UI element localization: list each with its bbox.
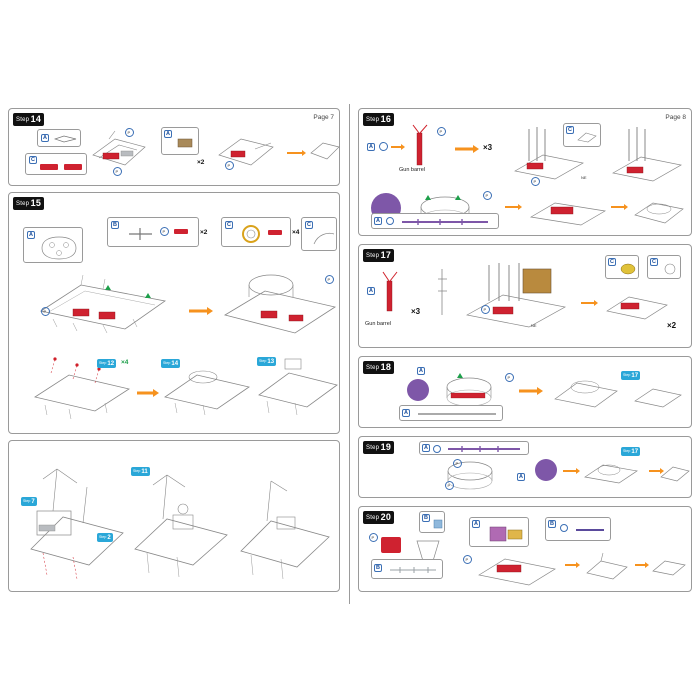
caption-gun-barrel: Gun barrel — [399, 167, 425, 173]
part-letter-c-2: C — [650, 258, 658, 266]
step-number: 20 — [380, 512, 392, 522]
marker-p-label: P — [115, 169, 119, 174]
panel-overview-bottom — [8, 440, 340, 592]
part-letter-c: C — [608, 258, 616, 266]
sub-step-number: 11 — [141, 468, 148, 475]
assembly-art-step14-c — [309, 135, 343, 165]
sub-step-word: Step — [623, 448, 631, 453]
marker-p-label: P — [371, 535, 375, 540]
step-number: 15 — [30, 198, 42, 208]
marker-p — [379, 142, 388, 151]
align-marker — [425, 195, 431, 200]
marker-p-label: P — [507, 375, 511, 380]
panel-step-16 — [358, 108, 692, 236]
part-art — [400, 218, 492, 226]
parts-box-c — [25, 153, 87, 175]
part-letter-b: B — [111, 221, 119, 229]
sub-step-number: 17 — [631, 448, 639, 455]
sub-step-tag-11 — [131, 467, 150, 476]
sub-step-word: Step — [99, 534, 107, 539]
parts-box-c — [221, 217, 291, 247]
hull-art-step15-b — [215, 259, 343, 343]
assembly-art-step20-b — [583, 549, 633, 587]
marker-p-label: P — [533, 179, 537, 184]
parts-box-a-strip — [399, 405, 503, 421]
parts-box-c-1 — [605, 255, 639, 279]
part-art — [126, 226, 156, 242]
sub-step-number: 13 — [267, 358, 275, 365]
part-art — [36, 234, 82, 262]
sub-step-tag-12 — [97, 359, 116, 368]
part-letter-c-2: C — [305, 221, 313, 229]
hull-art-step15 — [33, 267, 183, 341]
parts-box-b-2 — [371, 559, 443, 579]
part-art — [446, 445, 524, 453]
sub-step-number: 17 — [631, 372, 639, 379]
step-word: Step — [16, 200, 30, 207]
quantity-x2: ×2 — [667, 321, 677, 330]
red-part — [174, 229, 188, 234]
part-letter-a: A — [417, 367, 425, 375]
assembly-art-step16-row2c — [631, 191, 689, 231]
step-number: 16 — [380, 114, 392, 124]
part-art — [576, 130, 598, 144]
step-word: Step — [366, 514, 380, 521]
purple-disc-part — [407, 379, 429, 401]
parts-box-a — [23, 227, 83, 263]
sub-step-tag-14 — [161, 359, 180, 368]
align-marker — [457, 373, 463, 378]
step-tag-20 — [363, 511, 394, 524]
step-word: Step — [366, 116, 380, 123]
marker-p-label: P — [227, 163, 231, 168]
page-label-right: Page 8 — [665, 114, 686, 121]
part-art — [388, 565, 440, 575]
parts-box-c-2 — [301, 217, 337, 251]
sub-step-number: 14 — [171, 360, 179, 367]
ship-overview-art-1 — [23, 453, 133, 581]
panel-step-20 — [358, 506, 692, 592]
marker-p-label: P — [483, 307, 487, 312]
part-letter-a-2: A — [517, 473, 525, 481]
assembly-art-step20 — [475, 547, 561, 589]
part-letter-b-2: B — [374, 564, 382, 572]
ship-overview-art-3 — [235, 465, 335, 581]
marker-p-label: P — [447, 483, 451, 488]
red-part — [64, 164, 82, 170]
step-tag-17 — [363, 249, 394, 262]
quantity-x2: ×2 — [197, 159, 205, 166]
assembly-art-step17 — [459, 261, 577, 333]
sub-step-tag-2 — [97, 533, 113, 542]
part-art — [432, 518, 444, 530]
purple-disc-part — [535, 459, 557, 481]
part-letter-c: C — [225, 221, 233, 229]
sub-step-word: Step — [133, 468, 141, 473]
marker-p — [433, 445, 441, 453]
step-number: 17 — [380, 250, 392, 260]
marker-p-label: P — [439, 129, 443, 134]
part-letter-b-3: B — [548, 520, 556, 528]
marker-p-label: P — [455, 461, 459, 466]
ship-overview-art-2 — [129, 461, 235, 579]
step-number: 19 — [380, 442, 392, 452]
align-marker — [105, 285, 111, 290]
sub-step-word: Step — [163, 360, 171, 365]
part-letter-a: A — [367, 287, 375, 295]
sub-step-tag-13 — [257, 357, 276, 366]
quantity-x3: ×3 — [483, 143, 493, 152]
panel-step-19 — [358, 436, 692, 498]
part-letter-c: C — [566, 126, 574, 134]
gun-barrel-art — [379, 269, 401, 313]
sub-step-word: Step — [99, 360, 107, 365]
page-label-left: Page 7 — [313, 114, 334, 121]
sub-step-word: Step — [23, 498, 31, 503]
assembly-art-step19-b — [581, 453, 643, 491]
step-number: 14 — [30, 114, 42, 124]
part-art — [618, 262, 638, 276]
marker-p-label: P — [327, 277, 331, 282]
step-word: Step — [366, 364, 380, 371]
quantity-x2: ×2 — [200, 229, 208, 236]
part-letter-a: A — [374, 217, 382, 225]
part-art — [416, 411, 500, 417]
red-part — [268, 230, 282, 235]
step-tag-14 — [13, 113, 44, 126]
parts-box-a — [469, 517, 529, 547]
red-part — [40, 164, 58, 170]
part-letter-a-2: A — [164, 130, 172, 138]
part-letter-a: A — [422, 444, 430, 452]
parts-box-b-1 — [419, 511, 445, 533]
assembly-art-step18-b — [551, 369, 623, 415]
assembly-art-step16-row2b — [527, 191, 609, 231]
sub-step-number: 12 — [107, 360, 115, 367]
sub-step-number: 2 — [107, 534, 111, 541]
parts-box-a-2 — [161, 127, 199, 155]
parts-box-a-strip — [419, 441, 529, 455]
marker-p-label: P — [43, 309, 47, 314]
quantity-x4: ×4 — [292, 229, 300, 236]
part-art — [660, 262, 680, 276]
sub-step-word: Step — [259, 358, 267, 363]
part-letter-a: A — [472, 520, 480, 528]
align-marker — [145, 293, 151, 298]
parts-box-a-strip — [371, 213, 499, 229]
marker-p-label: P — [465, 557, 469, 562]
step-word: Step — [16, 116, 30, 123]
gun-barrel-art — [409, 123, 431, 167]
step-tag-15 — [13, 197, 44, 210]
marker-p-label: P — [162, 229, 166, 234]
part-art — [312, 228, 336, 248]
step-number: 18 — [380, 362, 392, 372]
marker-p — [560, 524, 568, 532]
part-art — [574, 526, 608, 534]
assembly-art-step18-c — [631, 377, 687, 415]
panel-step-17 — [358, 244, 692, 348]
parts-box-c — [563, 123, 601, 147]
align-marker — [455, 195, 461, 200]
marker-p-label: P — [127, 130, 131, 135]
parts-box-b — [107, 217, 199, 247]
part-letter-a: A — [27, 231, 35, 239]
step-tag-16 — [363, 113, 394, 126]
part-art — [54, 134, 78, 144]
assembly-art-step19-c — [659, 457, 693, 489]
assembly-art-step20-c — [651, 551, 689, 585]
marker-p-label: P — [485, 193, 489, 198]
parts-box-a — [37, 129, 81, 147]
part-art — [240, 224, 262, 244]
caption-gun-barrel: Gun barrel — [365, 321, 391, 327]
sub-step-word: Step — [623, 372, 631, 377]
quantity-x4: ×4 — [121, 359, 129, 366]
assembly-art-step14 — [89, 125, 157, 175]
panel-step-18 — [358, 356, 692, 428]
part-art — [486, 524, 526, 544]
panel-step-14 — [8, 108, 340, 186]
part-letter-a: A — [367, 143, 375, 151]
quantity-x3: ×3 — [411, 307, 421, 316]
part-letter-a: A — [41, 134, 49, 142]
page-divider — [349, 104, 350, 604]
step-word: Step — [366, 252, 380, 259]
mast-art — [433, 267, 453, 319]
sub-step-number: 7 — [31, 498, 35, 505]
red-part — [381, 537, 401, 553]
panel-step-15 — [8, 192, 340, 434]
part-letter-b: B — [422, 514, 430, 522]
parts-box-b-3 — [545, 517, 611, 541]
step-word: Step — [366, 444, 380, 451]
assembly-art-step17-b — [603, 285, 673, 325]
part-letter-a-2: A — [402, 409, 410, 417]
marker-p — [386, 217, 394, 225]
step-tag-19 — [363, 441, 394, 454]
assembly-art-step16-b — [607, 125, 687, 189]
sub-step-tag-7 — [21, 497, 37, 506]
note-ne: NE — [531, 323, 537, 328]
note-ne: NE — [581, 175, 587, 180]
step-tag-18 — [363, 361, 394, 374]
parts-box-c-2 — [647, 255, 681, 279]
part-art — [176, 136, 196, 150]
part-letter-c: C — [29, 156, 37, 164]
sub-step-tag-17 — [621, 447, 640, 456]
